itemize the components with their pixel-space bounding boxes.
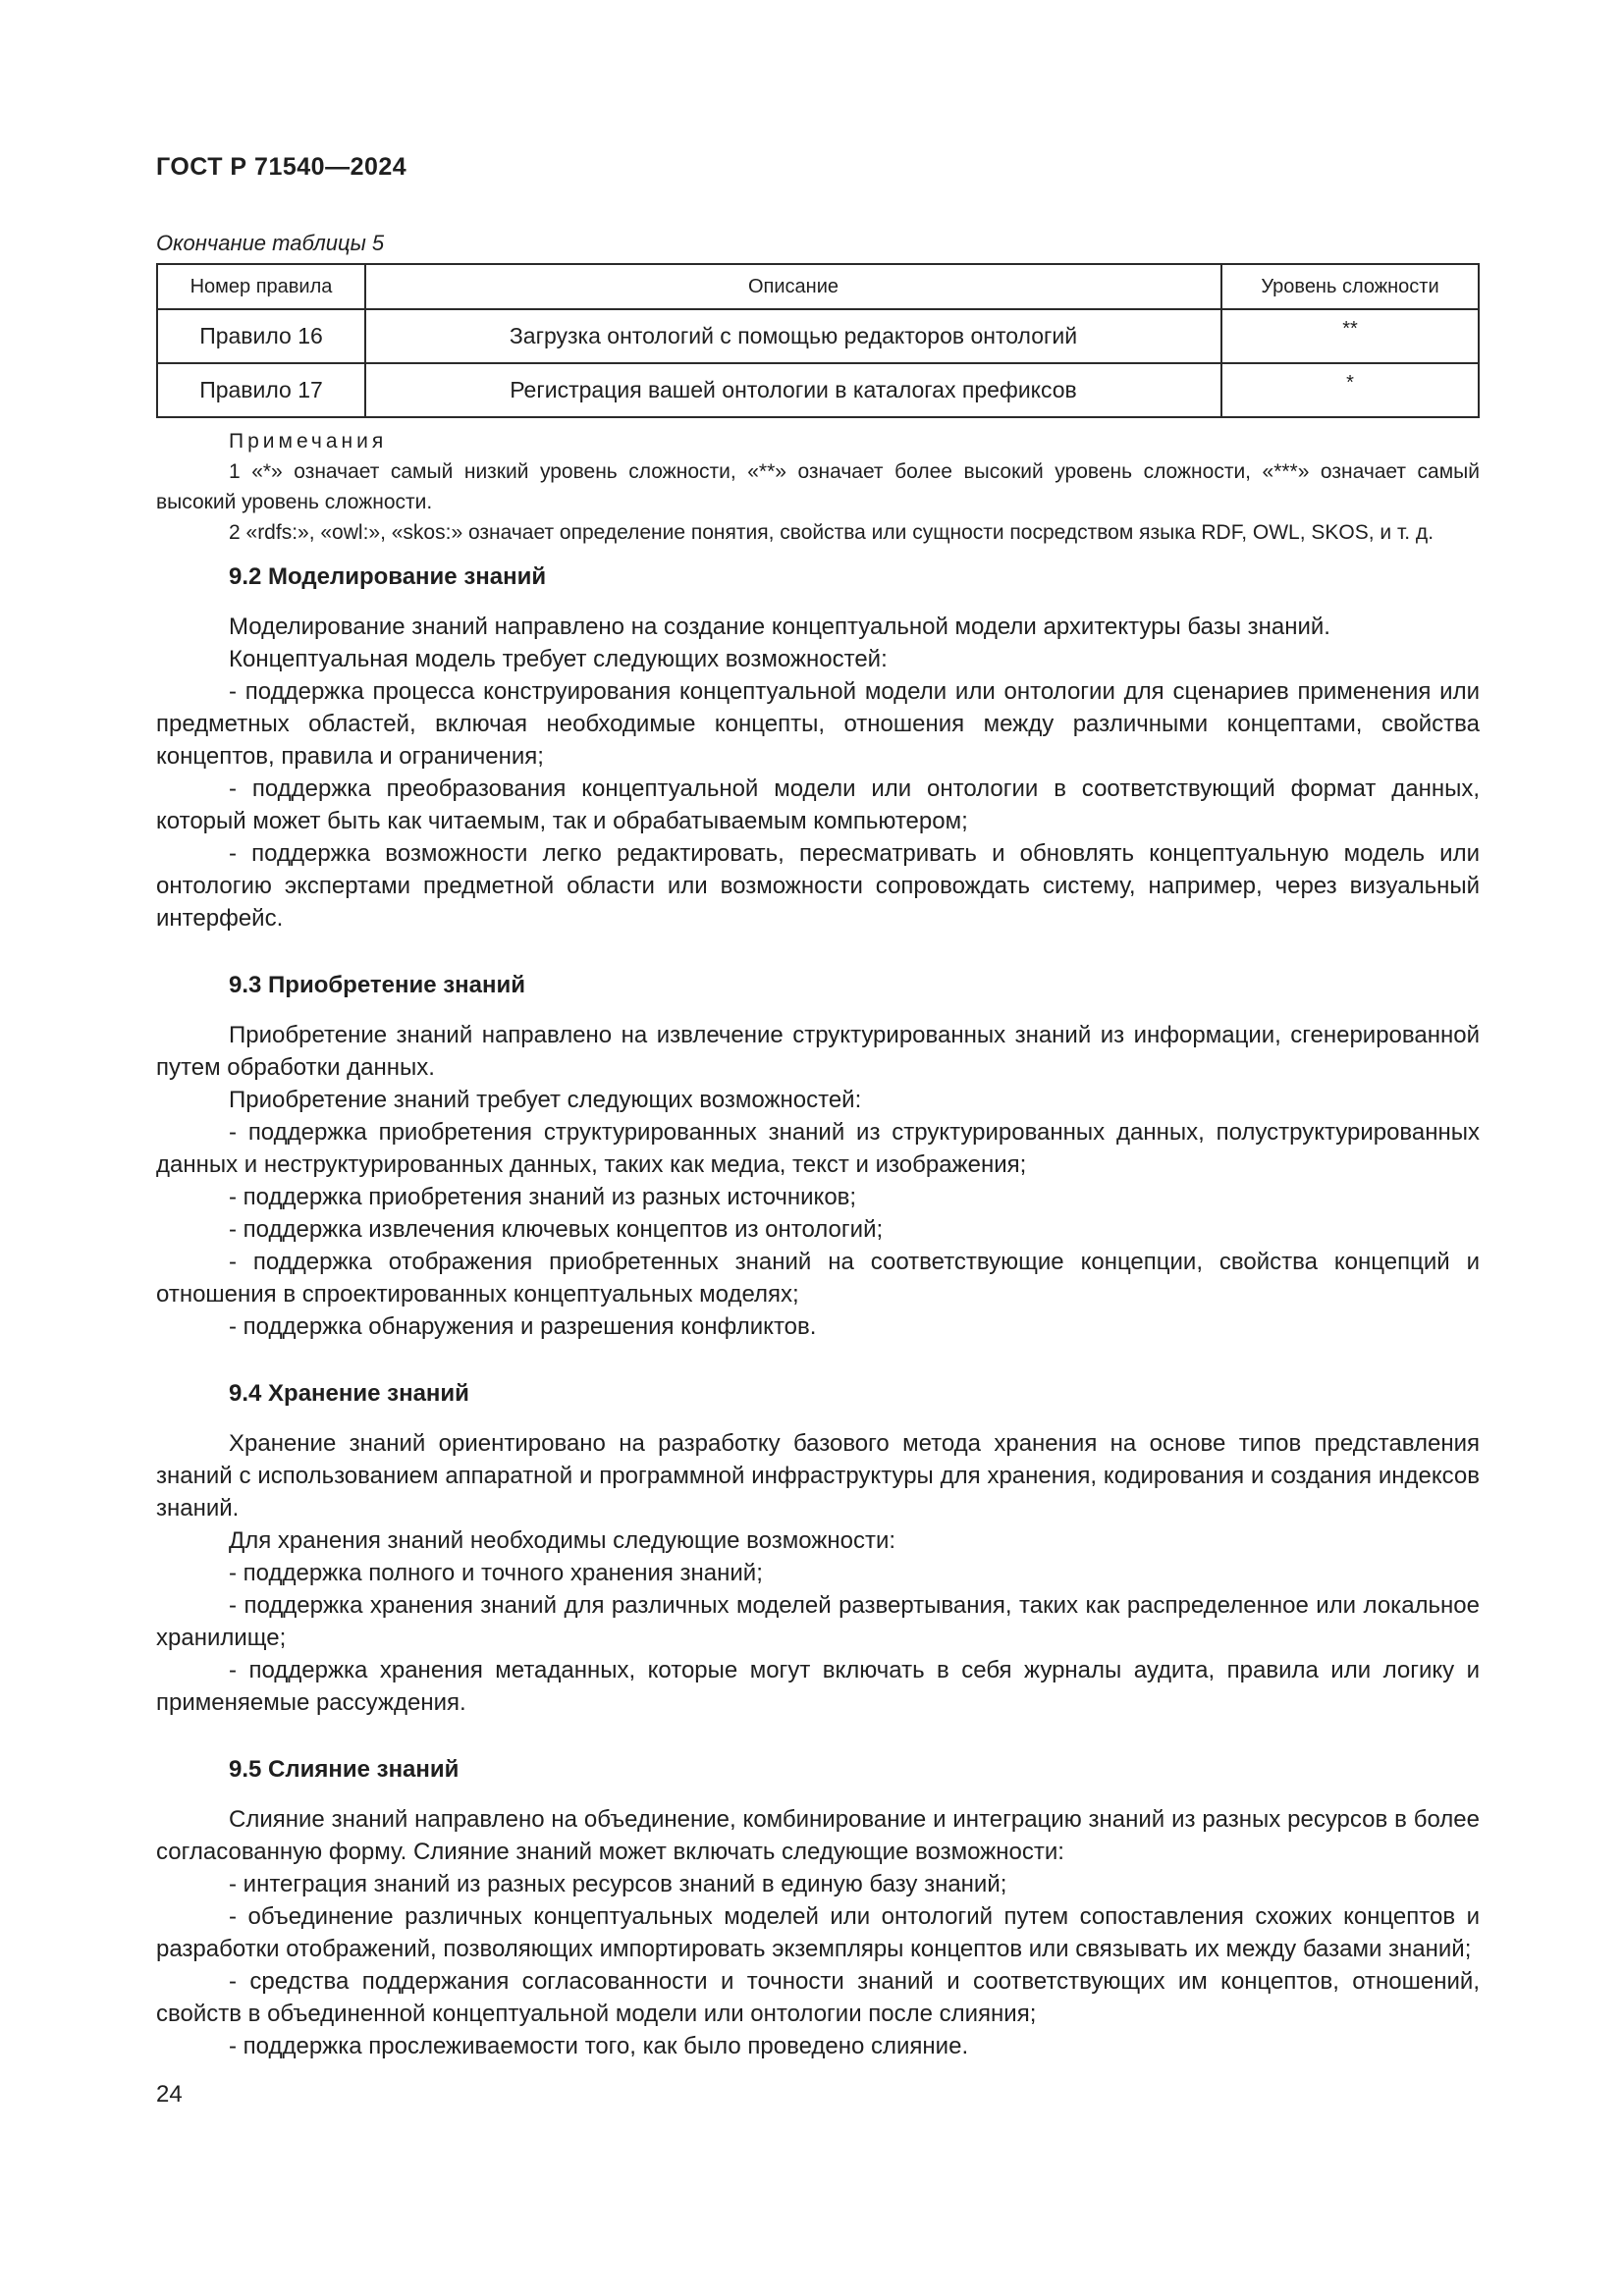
page-number: 24 xyxy=(156,2081,183,2108)
section-heading: 9.2 Моделирование знаний xyxy=(229,563,547,590)
cell-rule: Правило 16 xyxy=(157,309,365,363)
cell-description: Регистрация вашей онтологии в каталогах префиксов xyxy=(365,363,1221,417)
list-item: - поддержка отображения приобретенных знаний на соответствующие концепции, свойства концепций и отношения в спроектированных концептуальных моделях; xyxy=(156,1249,1480,1308)
cell-level: * xyxy=(1221,363,1479,417)
list-item: - поддержка приобретения структурированных знаний из структурированных данных, полуструктурированных данных и неструктурированных данных, таких как медиа, текст и изображения; xyxy=(156,1119,1480,1178)
section-9-3 xyxy=(156,970,1480,1343)
paragraph: Моделирование знаний направлено на создание концептуальной модели архитектуры базы знаний. xyxy=(229,614,1330,640)
column-header-description: Описание xyxy=(365,264,1221,309)
list-item: - поддержка извлечения ключевых концептов из онтологий; xyxy=(229,1216,884,1243)
notes-heading: Примечания xyxy=(229,430,388,453)
table-caption: Окончание таблицы 5 xyxy=(156,231,385,255)
section-9-5 xyxy=(156,1754,1480,2062)
table-header-row xyxy=(157,264,1479,309)
list-item: - объединение различных концептуальных моделей или онтологий путем сопоставления схожих концептов и разработки отображений, позволяющих импортировать экземпляры концептов или связывать их между базами знаний; xyxy=(156,1903,1480,1962)
list-item: - средства поддержания согласованности и точности знаний и соответствующих им концептов, отношений, свойств в объединенной концептуальной модели или онтологии после слияния; xyxy=(156,1968,1480,2027)
section-9-2 xyxy=(156,561,1480,934)
paragraph: Для хранения знаний необходимы следующие возможности: xyxy=(229,1527,896,1554)
note-item: 1 «*» означает самый низкий уровень сложности, «**» означает более высокий уровень сложности, «***» означает самый высокий уровень сложности. xyxy=(156,460,1480,513)
list-item: - поддержка возможности легко редактировать, пересматривать и обновлять концептуальную модель или онтологию экспертами предметной области или возможности сопровождать систему, например, через визуальный интерфейс. xyxy=(156,840,1480,932)
list-item: - поддержка прослеживаемости того, как было проведено слияние. xyxy=(229,2033,969,2059)
cell-description: Загрузка онтологий с помощью редакторов онтологий xyxy=(365,309,1221,363)
paragraph: Приобретение знаний требует следующих возможностей: xyxy=(229,1087,862,1113)
document-page xyxy=(156,147,1480,2062)
note-item: 2 «rdfs:», «owl:», «skos:» означает определение понятия, свойства или сущности посредством языка RDF, OWL, SKOS, и т. д. xyxy=(229,521,1435,544)
paragraph: Приобретение знаний направлено на извлечение структурированных знаний из информации, сгенерированной путем обработки данных. xyxy=(156,1022,1480,1081)
paragraph: Слияние знаний направлено на объединение, комбинирование и интеграцию знаний из разных ресурсов в более согласованную форму. Слияние знаний может включать следующие возможности: xyxy=(156,1806,1480,1865)
list-item: - поддержка хранения метаданных, которые могут включать в себя журналы аудита, правила или логику и применяемые рассуждения. xyxy=(156,1657,1480,1716)
list-item: - поддержка обнаружения и разрешения конфликтов. xyxy=(229,1313,817,1340)
table-row xyxy=(157,363,1479,417)
cell-rule: Правило 17 xyxy=(157,363,365,417)
paragraph: Концептуальная модель требует следующих возможностей: xyxy=(229,646,888,672)
list-item: - интеграция знаний из разных ресурсов знаний в единую базу знаний; xyxy=(229,1871,1007,1897)
list-item: - поддержка процесса конструирования концептуальной модели или онтологии для сценариев применения или предметных областей, включая необходимые концепты, отношения между различными концептами, свойства концептов, правила и ограничения; xyxy=(156,678,1480,770)
rules-table xyxy=(156,263,1480,418)
list-item: - поддержка преобразования концептуальной модели или онтологии в соответствующий формат данных, который может быть как читаемым, так и обрабатываемым компьютером; xyxy=(156,775,1480,834)
paragraph: Хранение знаний ориентировано на разработку базового метода хранения на основе типов представления знаний с использованием аппаратной и программной инфраструктуры для хранения, кодирования и создания индексов знаний. xyxy=(156,1430,1480,1522)
section-heading: 9.5 Слияние знаний xyxy=(229,1756,460,1783)
section-heading: 9.4 Хранение знаний xyxy=(229,1380,469,1407)
list-item: - поддержка хранения знаний для различных моделей развертывания, таких как распределенное или локальное хранилище; xyxy=(156,1592,1480,1651)
list-item: - поддержка приобретения знаний из разных источников; xyxy=(229,1184,857,1210)
table-notes xyxy=(156,426,1480,548)
table-row xyxy=(157,309,1479,363)
cell-level: ** xyxy=(1221,309,1479,363)
column-header-rule: Номер правила xyxy=(157,264,365,309)
list-item: - поддержка полного и точного хранения знаний; xyxy=(229,1560,763,1586)
document-title: ГОСТ Р 71540—2024 xyxy=(156,153,407,181)
section-9-4 xyxy=(156,1378,1480,1719)
column-header-level: Уровень сложности xyxy=(1221,264,1479,309)
section-heading: 9.3 Приобретение знаний xyxy=(229,972,526,998)
